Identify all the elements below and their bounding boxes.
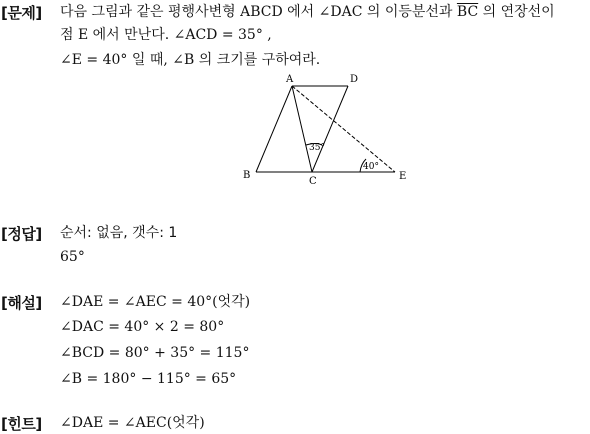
label-e: E bbox=[399, 171, 407, 182]
segment-dc bbox=[312, 86, 348, 172]
hint-tag: [힌트] bbox=[1, 415, 42, 433]
label-c: C bbox=[309, 176, 317, 187]
angle-e-label: 40° bbox=[363, 162, 379, 172]
segment-bc: $\overline{BC}$ bbox=[456, 4, 479, 20]
problem-line-1-end: 의 연장선이 bbox=[478, 4, 555, 20]
label-b: B bbox=[243, 170, 251, 181]
answer-tag: [정답] bbox=[1, 225, 42, 243]
hint-line-1: ∠DAE = ∠AEC(엇각) bbox=[60, 415, 205, 431]
solution-line-1: ∠DAE = ∠AEC = 40°(엇각) bbox=[60, 294, 251, 310]
solution-line-2: ∠DAC = 40° × 2 = 80° bbox=[60, 319, 225, 335]
solution-line-3: ∠BCD = 80° + 35° = 115° bbox=[60, 345, 250, 361]
problem-line-2: 점 E 에서 만난다. ∠ACD = 35° , bbox=[60, 27, 272, 43]
solution-line-4: ∠B = 180° − 115° = 65° bbox=[60, 371, 237, 387]
solution-tag: [해설] bbox=[1, 294, 42, 312]
segment-ac bbox=[292, 86, 312, 172]
problem-line-1-start: 다음 그림과 같은 평행사변형 ABCD 에서 ∠DAC 의 이등분선과 bbox=[60, 4, 457, 20]
bisector-ae bbox=[292, 86, 395, 172]
problem-line-3: ∠E = 40° 일 때, ∠B 의 크기를 구하여라. bbox=[60, 52, 321, 68]
answer-line-1: 순서: 없음, 갯수: 1 bbox=[60, 225, 178, 241]
angle-acd-label: 35° bbox=[309, 143, 325, 153]
answer-value: 65° bbox=[60, 249, 85, 265]
label-a: A bbox=[286, 74, 294, 85]
label-d: D bbox=[350, 74, 359, 85]
segment-ab bbox=[256, 86, 292, 172]
problem-tag: [문제] bbox=[1, 4, 42, 22]
